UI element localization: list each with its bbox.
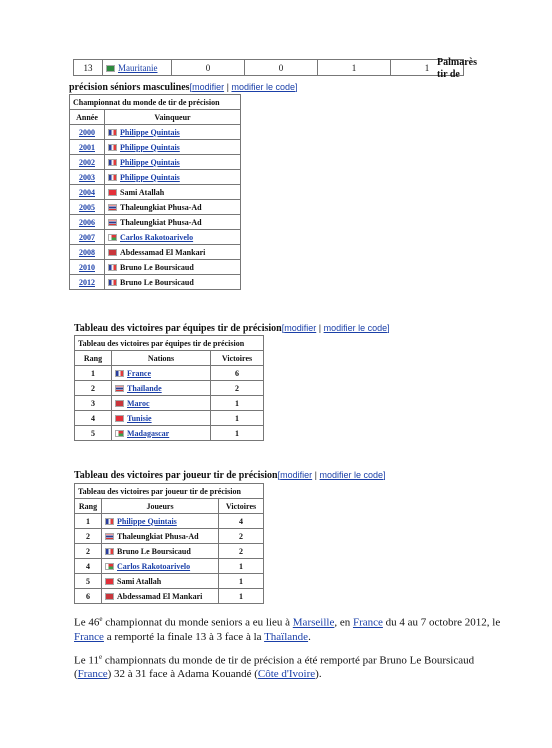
player-name[interactable]: Philippe Quintais [117, 516, 177, 526]
nation-cell [112, 411, 211, 426]
wins-cell: 1 [211, 396, 264, 411]
wins-cell: 2 [211, 381, 264, 396]
edit-links: [modifier | modifier le code] [281, 323, 390, 333]
wins-cell: 2 [219, 529, 264, 544]
value-cell: 1 [391, 60, 464, 76]
nation-link[interactable]: Maroc [127, 398, 150, 408]
flag-icon [108, 234, 117, 241]
team-victories-table [74, 335, 264, 441]
winner-name: Abdessamad El Mankari [120, 247, 206, 257]
nation-cell [112, 381, 211, 396]
nation-link[interactable]: France [127, 368, 151, 378]
nation-cell [112, 426, 211, 441]
column-header: Victoires [219, 499, 264, 514]
table-row [70, 155, 241, 170]
year-link[interactable]: 2003 [70, 170, 105, 185]
player-cell [102, 589, 219, 604]
flag-icon [105, 563, 114, 570]
nation-cell [112, 396, 211, 411]
winner-cell [105, 125, 241, 140]
section-title [74, 323, 390, 334]
rank-cell: 6 [75, 589, 102, 604]
flag-icon [105, 518, 114, 525]
winner-name[interactable]: Philippe Quintais [120, 157, 180, 167]
flag-icon [105, 593, 114, 600]
player-name: Abdessamad El Mankari [117, 591, 203, 601]
table-row [75, 396, 264, 411]
text: , en [334, 616, 353, 629]
winner-cell [105, 245, 241, 260]
player-cell [102, 514, 219, 529]
table-row [75, 544, 264, 559]
edit-link[interactable]: modifier [284, 323, 317, 333]
winner-name: Thaleungkiat Phusa-Ad [120, 217, 202, 227]
year-link[interactable]: 2002 [70, 155, 105, 170]
flag-icon [108, 129, 117, 136]
value-cell: 0 [245, 60, 318, 76]
text: championnat du monde seniors a eu lieu à [102, 616, 293, 629]
nation-cell [112, 366, 211, 381]
france-link[interactable]: France [352, 616, 383, 629]
france-link[interactable]: France [74, 630, 104, 643]
marseille-link[interactable]: Marseille [292, 616, 335, 629]
year-link[interactable]: 2008 [70, 245, 105, 260]
rank-cell: 13 [74, 60, 103, 76]
table-body [75, 514, 264, 604]
winner-cell [105, 170, 241, 185]
flag-icon [115, 370, 124, 377]
year-link[interactable]: 2005 [70, 200, 105, 215]
winner-name[interactable]: Philippe Quintais [120, 172, 180, 182]
superscript: e [98, 652, 103, 661]
player-cell [102, 544, 219, 559]
flag-icon [105, 548, 114, 555]
winner-name: Bruno Le Boursicaud [120, 262, 194, 272]
edit-link[interactable]: modifier [192, 82, 225, 92]
flag-icon [115, 385, 124, 392]
table-row [74, 60, 464, 76]
winner-cell [105, 140, 241, 155]
thailande-link[interactable]: Thaïlande [264, 630, 309, 643]
text: a remporté la finale 13 à 3 face à la [103, 630, 265, 643]
section-heading-fragment [437, 57, 477, 81]
section-title [69, 82, 298, 93]
flag-icon [108, 249, 117, 256]
table-row [70, 275, 241, 290]
rank-cell: 1 [75, 514, 102, 529]
table-caption: Tableau des victoires par équipes tir de précision [75, 336, 264, 351]
column-header: Nations [112, 351, 211, 366]
year-link[interactable]: 2001 [70, 140, 105, 155]
table-row [70, 185, 241, 200]
winner-name: Sami Atallah [120, 187, 165, 197]
flag-icon [106, 65, 115, 72]
flag-icon [108, 279, 117, 286]
column-header: Vainqueur [105, 110, 241, 125]
country-cell [103, 60, 172, 76]
edit-links: [modifier | modifier le code] [189, 82, 298, 92]
table-row [70, 230, 241, 245]
column-header: Rang [75, 351, 112, 366]
wins-cell: 4 [219, 514, 264, 529]
wins-cell: 1 [211, 411, 264, 426]
value-cell: 0 [172, 60, 245, 76]
winner-name: Thaleungkiat Phusa-Ad [120, 202, 202, 212]
table-row [75, 559, 264, 574]
table-body [75, 366, 264, 441]
rank-cell: 4 [75, 559, 102, 574]
france-link[interactable]: France [77, 668, 108, 681]
edit-links: [modifier | modifier le code] [277, 470, 386, 480]
section-title [74, 470, 386, 481]
rank-cell: 2 [75, 529, 102, 544]
winner-cell [105, 155, 241, 170]
nation-link[interactable]: Tunisie [127, 413, 152, 423]
winner-cell [105, 200, 241, 215]
wins-cell: 1 [211, 426, 264, 441]
text: championnats du monde de tir de précision a été remporté par Bruno Le Boursicaud ( [74, 654, 475, 681]
edit-code-link[interactable]: modifier le code [319, 470, 384, 480]
nation-link[interactable]: Madagascar [127, 428, 170, 438]
wins-cell: 1 [219, 589, 264, 604]
paragraph [74, 612, 504, 644]
flag-icon [105, 578, 114, 585]
medal-table-fragment [73, 59, 464, 76]
article-text [74, 612, 504, 687]
edit-link[interactable]: modifier [280, 470, 313, 480]
section-title-text: précision séniors masculines [69, 82, 190, 93]
winner-cell [105, 215, 241, 230]
year-link[interactable]: 2010 [70, 260, 105, 275]
wins-cell: 6 [211, 366, 264, 381]
flag-icon [108, 189, 117, 196]
edit-code-link[interactable]: modifier le code [323, 323, 388, 333]
rank-cell: 3 [75, 396, 112, 411]
column-header: Rang [75, 499, 102, 514]
winner-name: Bruno Le Boursicaud [120, 277, 194, 287]
column-header: Année [70, 110, 105, 125]
winner-name[interactable]: Carlos Rakotoarivelo [120, 232, 194, 242]
heading-line: Palmarès [437, 57, 477, 68]
year-link[interactable]: 2007 [70, 230, 105, 245]
flag-icon [105, 533, 114, 540]
winner-name[interactable]: Philippe Quintais [120, 142, 180, 152]
nation-link[interactable]: Thaïlande [127, 383, 162, 393]
rank-cell: 2 [75, 544, 102, 559]
heading-line: tir de [437, 69, 460, 80]
rank-cell: 2 [75, 381, 112, 396]
wins-cell: 1 [219, 559, 264, 574]
flag-icon [115, 430, 124, 437]
superscript: e [99, 615, 103, 623]
section-title-text: Tableau des victoires par joueur tir de précision [74, 470, 278, 481]
table-row [75, 366, 264, 381]
text: Le 11 [74, 654, 99, 667]
table-caption: Championnat du monde de tir de précision [70, 95, 241, 110]
winner-cell [105, 260, 241, 275]
year-link[interactable]: 2012 [70, 275, 105, 290]
table-row [75, 426, 264, 441]
world-championship-table [69, 94, 241, 290]
table-row [70, 215, 241, 230]
text: Le 46 [74, 616, 100, 629]
table-row [75, 514, 264, 529]
table-row [70, 140, 241, 155]
year-link[interactable]: 2004 [70, 185, 105, 200]
table-body [70, 125, 241, 290]
table-row [75, 574, 264, 589]
value-cell: 1 [318, 60, 391, 76]
table-caption: Tableau des victoires par joueur tir de précision [75, 484, 264, 499]
player-name: Sami Atallah [117, 576, 162, 586]
flag-icon [108, 159, 117, 166]
winner-cell [105, 230, 241, 245]
flag-icon [115, 415, 124, 422]
rank-cell: 5 [75, 574, 102, 589]
edit-separator: | [318, 323, 322, 333]
text: . [308, 630, 311, 643]
winner-cell [105, 185, 241, 200]
section-title-text: Tableau des victoires par équipes tir de précision [74, 323, 282, 334]
table-row [75, 381, 264, 396]
player-name[interactable]: Carlos Rakotoarivelo [117, 561, 191, 571]
text: du 4 au 7 octobre 2012, le [382, 616, 501, 629]
player-cell [102, 574, 219, 589]
winner-name[interactable]: Philippe Quintais [120, 127, 180, 137]
wins-cell: 2 [219, 544, 264, 559]
table-row [75, 411, 264, 426]
country-link[interactable]: Mauritanie [118, 62, 158, 73]
rank-cell: 4 [75, 411, 112, 426]
edit-code-link[interactable]: modifier le code [231, 82, 296, 92]
edit-separator: | [314, 470, 318, 480]
column-header: Victoires [211, 351, 264, 366]
wins-cell: 1 [219, 574, 264, 589]
year-link[interactable]: 2000 [70, 125, 105, 140]
table-row [75, 589, 264, 604]
player-cell [102, 529, 219, 544]
player-cell [102, 559, 219, 574]
winner-cell [105, 275, 241, 290]
table-row [70, 245, 241, 260]
text: ). [315, 668, 322, 681]
text: ) 32 à 31 face à Adama Kouandé ( [107, 668, 258, 681]
table-row [70, 125, 241, 140]
flag-icon [108, 264, 117, 271]
year-link[interactable]: 2006 [70, 215, 105, 230]
player-victories-table [74, 483, 264, 604]
flag-icon [108, 144, 117, 151]
player-name: Thaleungkiat Phusa-Ad [117, 531, 199, 541]
table-row [70, 260, 241, 275]
rank-cell: 1 [75, 366, 112, 381]
flag-icon [108, 219, 117, 226]
table-row [70, 200, 241, 215]
flag-icon [115, 400, 124, 407]
edit-separator: | [226, 82, 229, 92]
player-name: Bruno Le Boursicaud [117, 546, 191, 556]
table-row [70, 170, 241, 185]
paragraph [74, 650, 504, 682]
flag-icon [108, 174, 117, 181]
flag-icon [108, 204, 117, 211]
column-header: Joueurs [102, 499, 219, 514]
rank-cell: 5 [75, 426, 112, 441]
table-row [75, 529, 264, 544]
cote-divoire-link[interactable]: Côte d'Ivoire [257, 668, 316, 681]
